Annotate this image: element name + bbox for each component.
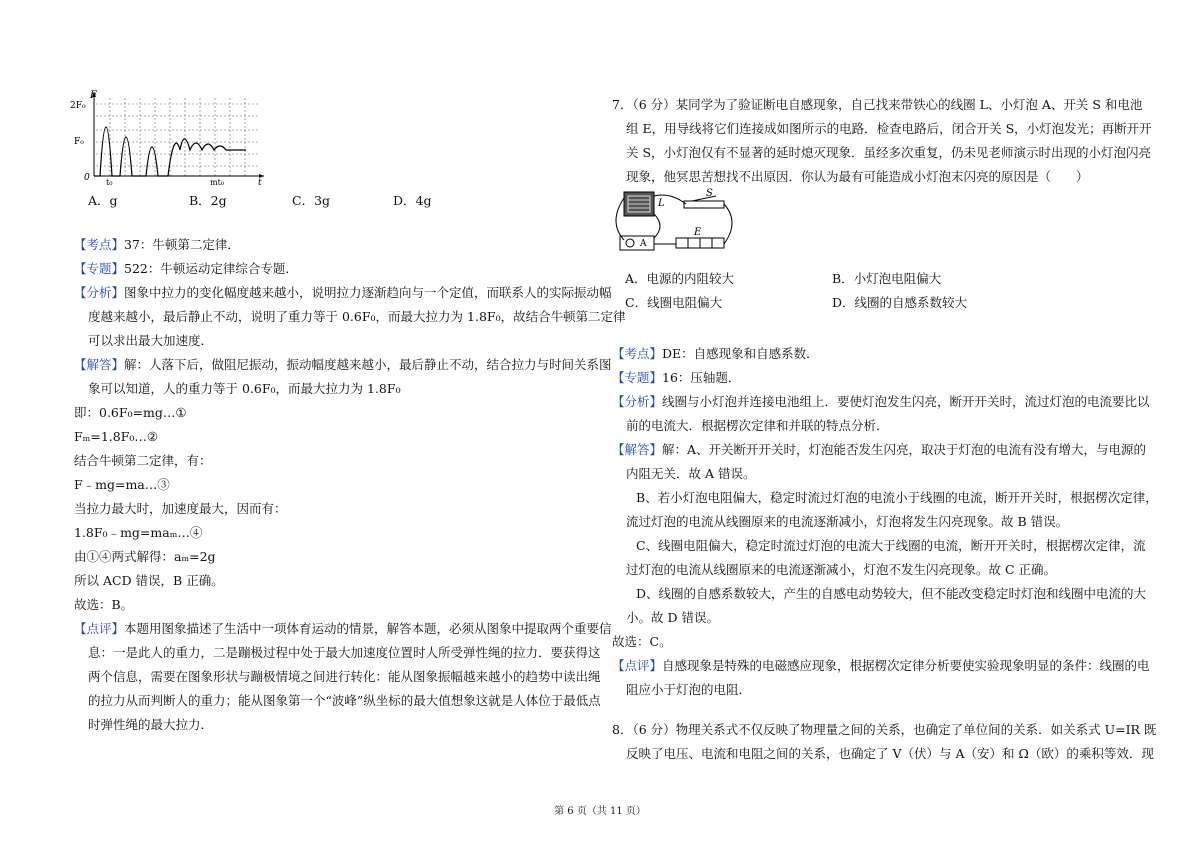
line-text: 自感现象是特殊的电磁感应现象，根据楞次定律分析要使实验现象明显的条件：线圈的电: [662, 658, 1150, 673]
text-line: [74, 237, 240, 253]
option-a: A．g: [88, 193, 118, 208]
section-tag: 【解答】: [74, 357, 125, 372]
line-text: 522：牛顿运动定律综合专题．: [124, 261, 298, 276]
section-tag: 【专题】: [612, 370, 663, 385]
line-text: 本题用图象描述了生活中一项体育运动的情景，解答本题，必须从图象中提取两个重要信: [124, 621, 612, 636]
option-a: A．电源的内阻较大: [625, 271, 735, 286]
line-text: 解：A、开关断开开关时，灯泡能否发生闪亮，取决于灯泡的电流有没有增大，与电源的: [662, 442, 1147, 457]
line-text: 流过灯泡的电流从线圈原来的电流逐渐减小，灯泡将发生闪亮现象。故 B 错误。: [626, 514, 1069, 529]
text-line: [636, 538, 1146, 554]
option-b: B．2g: [189, 193, 227, 208]
section-tag: 【解答】: [612, 442, 663, 457]
line-text: 度越来越小，最后静止不动，说明了重力等于 0.6F₀，而最大拉力为 1.8F₀，故结合牛顿第二定律: [88, 309, 626, 324]
graph-x-label-t0: t₀: [106, 178, 113, 187]
section-tag: 【考点】: [74, 237, 125, 252]
circuit-label-switch: S: [706, 188, 713, 199]
graph-x-label-mt0: mt₀: [210, 178, 225, 187]
circuit-diagram: [606, 186, 742, 258]
text-line: [74, 573, 224, 589]
option-d: D．线圈的自感系数较大: [832, 295, 968, 310]
line-text: 内阻无关．故 A 错误。: [626, 466, 756, 481]
text-line: 8．（6 分）物理关系式不仅反映了物理量之间的关系，也确定了单位间的关系．如关系式 U=IR 既: [612, 722, 1157, 737]
line-text: 故选：B。: [74, 597, 134, 612]
text-line: [74, 621, 612, 637]
text-line: [636, 490, 1158, 506]
text-line: [74, 501, 287, 517]
line-text: 当拉力最大时，加速度最大，因而有：: [74, 501, 287, 516]
text-line: [74, 477, 170, 493]
option-d: D．4g: [393, 193, 432, 208]
line-text: C、线圈电阻偏大，稳定时流过灯泡的电流大于线圈的电流，断开开关时，根据楞次定律，流: [636, 538, 1146, 553]
text-line: [626, 682, 751, 698]
text-line: [88, 717, 213, 733]
line-text: D、线圈的自感系数较大，产生的自感电动势较大，但不能改变稳定时灯泡和线圈中电流的大: [636, 586, 1147, 601]
graph-origin-label: 0: [84, 173, 90, 183]
text-line: [88, 693, 601, 709]
line-text: F﹣mg=ma…③: [74, 477, 170, 492]
text-line: [626, 466, 755, 482]
graph-y-axis-label: F: [90, 90, 97, 101]
line-text: 1.8F₀﹣mg=maₘ…④: [74, 525, 203, 540]
line-text: 息：一是此人的重力，二是蹦极过程中处于最大加速度位置时人所受弹性绳的拉力．要获得这: [88, 645, 601, 660]
section-tag: 【专题】: [74, 261, 125, 276]
circuit-label-battery: E: [694, 227, 702, 238]
line-text: 由①④两式解得：aₘ=2g: [74, 549, 216, 564]
line-text: 小。故 D 错误。: [626, 610, 719, 625]
text-line: [88, 669, 601, 685]
line-text: 阻应小于灯泡的电阻．: [626, 682, 752, 697]
text-line: [74, 453, 212, 469]
text-line: [88, 381, 401, 397]
text-line: [74, 429, 158, 445]
text-line: [626, 514, 1068, 530]
line-text: 解：人落下后，做阻尼振动，振动幅度越来越小，最后静止不动，结合拉力与时间关系图: [124, 357, 612, 372]
line-text: 结合牛顿第二定律，有：: [74, 453, 212, 468]
line-text: 线圈与小灯泡并连接电池组上．要使灯泡发生闪亮，断开开关时，流过灯泡的电流要比以: [662, 394, 1150, 409]
text-line: [612, 346, 819, 362]
line-text: 16：压轴题．: [662, 370, 741, 385]
line-text: DE：自感现象和自感系数．: [662, 346, 819, 361]
text-line: [74, 357, 612, 373]
text-line: [74, 285, 612, 301]
text-line: [74, 549, 216, 565]
line-text: 即：0.6F₀=mg…①: [74, 405, 187, 420]
section-tag: 【点评】: [612, 658, 663, 673]
text-line: [612, 634, 672, 650]
line-text: 过灯泡的电流从线圈原来的电流逐渐减小，灯泡不发生闪亮现象。故 C 正确。: [626, 562, 1057, 577]
line-text: 前的电流大．根据楞次定律和并联的特点分析．: [626, 418, 889, 433]
text-line: [626, 418, 889, 434]
graph-y-label-f0: F₀: [74, 137, 84, 147]
text-line: [74, 405, 187, 421]
text-line: [612, 658, 1150, 674]
graph-y-label-2f0: 2F₀: [70, 101, 86, 111]
graph-x-axis-label: t: [258, 178, 262, 188]
section-tag: 【分析】: [612, 394, 663, 409]
line-text: 可以求出最大加速度．: [88, 333, 214, 348]
text-line: [88, 333, 213, 349]
text-line: [636, 586, 1146, 602]
section-tag: 【点评】: [74, 621, 125, 636]
line-text: B、若小灯泡电阻偏大，稳定时流过灯泡的电流小于线圈的电流，断开开关时，根据楞次定律，: [636, 490, 1158, 505]
text-line: 反映了电压、电流和电阻之间的关系，也确定了 V（伏）与 A（安）和 Ω（欧）的乘积等效．现: [626, 746, 1154, 761]
text-line: 组 E，用导线将它们连接成如图所示的电路．检查电路后，闭合开关 S，小灯泡发光；再断开开: [626, 121, 1152, 136]
line-text: 的拉力从而判断人的重力；能从图象第一个“波峰”纵坐标的最大值想象这就是人体位于最低点: [88, 693, 601, 708]
page-footer: 第 6 页（共 11 页）: [554, 806, 646, 817]
text-line: [612, 370, 740, 386]
section-tag: 【考点】: [612, 346, 663, 361]
text-line: [626, 562, 1056, 578]
text-line: [74, 261, 298, 277]
text-line: [612, 442, 1146, 458]
force-time-graph: [70, 88, 270, 188]
line-text: 象可以知道，人的重力等于 0.6F₀，而最大拉力为 1.8F₀: [88, 381, 401, 396]
text-line: 现象，他冥思苦想找不出原因．你认为最有可能造成小灯泡末闪亮的原因是（ ）: [626, 169, 1089, 184]
line-text: 37：牛顿第二定律．: [124, 237, 240, 252]
text-line: [74, 525, 202, 541]
line-text: 故选：C。: [612, 634, 672, 649]
line-text: 两个信息，需要在图象形状与蹦极情境之间进行转化：能从图象振幅越来越小的趋势中读出绳: [88, 669, 601, 684]
circuit-label-lamp: A: [640, 239, 647, 249]
option-b: B．小灯泡电阻偏大: [832, 271, 942, 286]
text-line: [88, 309, 626, 325]
option-c: C．3g: [292, 193, 331, 208]
line-text: 图象中拉力的变化幅度越来越小，说明拉力逐渐趋向与一个定值，而联系人的实际振动幅: [124, 285, 612, 300]
option-c: C．线圈电阻偏大: [625, 295, 723, 310]
circuit-label-coil: L: [658, 198, 665, 209]
text-line: [612, 394, 1150, 410]
text-line: [626, 610, 719, 626]
text-line: [74, 597, 133, 613]
section-tag: 【分析】: [74, 285, 125, 300]
text-line: [88, 645, 601, 661]
text-line: 7．（6 分）某同学为了验证断电自感现象，自己找来带铁心的线圈 L、小灯泡 A、开关 S 和电池: [612, 97, 1143, 112]
line-text: 时弹性绳的最大拉力．: [88, 717, 214, 732]
line-text: 所以 ACD 错误，B 正确。: [74, 573, 224, 588]
text-line: 关 S，小灯泡仅有不显著的延时熄灭现象．虽经多次重复，仍未见老师演示时出现的小灯泡闪亮: [626, 145, 1152, 160]
line-text: Fₘ=1.8F₀…②: [74, 429, 159, 444]
